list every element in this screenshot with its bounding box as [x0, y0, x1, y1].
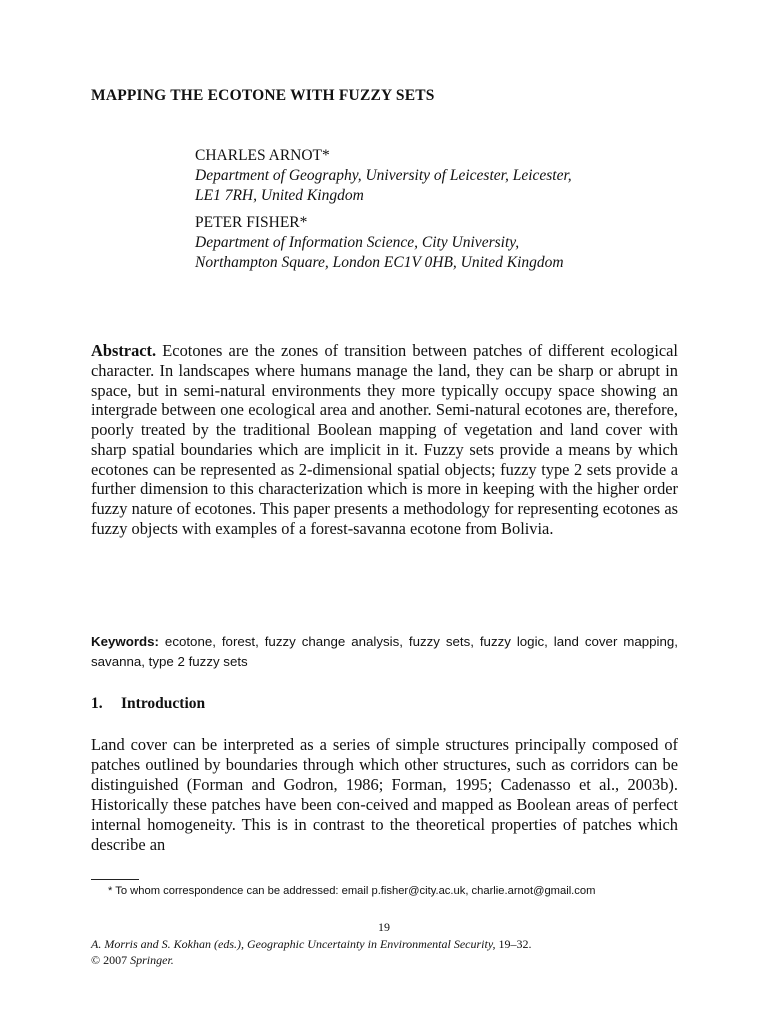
publisher: Springer. [130, 953, 174, 967]
section-heading [91, 695, 205, 713]
copyright: © 2007 [91, 953, 128, 967]
section-title: Introduction [121, 695, 206, 712]
footnote: * To whom correspondence can be addressed: email p.fisher@city.ac.uk, charlie.arnot@gmail.com [108, 885, 596, 897]
author-affiliation: Department of Geography, University of Leicester, Leicester, [195, 167, 572, 184]
citation-pages: 19–32. [498, 937, 532, 951]
keywords-text: ecotone, forest, fuzzy change analysis, fuzzy sets, fuzzy logic, land cover mapping, savanna, type 2 fuzzy sets [91, 634, 678, 669]
keywords [91, 632, 678, 672]
citation [91, 936, 691, 968]
copyright-line [91, 952, 691, 968]
page-number: 19 [378, 920, 390, 934]
author-list [195, 146, 695, 273]
keywords-label: Keywords: [91, 634, 159, 649]
abstract-label: Abstract. [91, 341, 157, 360]
citation-line [91, 936, 691, 952]
author-affiliation: LE1 7RH, United Kingdom [195, 187, 364, 204]
author-affiliation: Department of Information Science, City University, [195, 234, 520, 251]
author-block [195, 213, 695, 273]
author-name: PETER FISHER* [195, 214, 308, 231]
abstract-text: Ecotones are the zones of transition between patches of different ecological character. In landscapes where humans manage the land, they can be sharp or abrupt in space, but in semi-natural environments they more typically occupy space showing an intergrade between one ecological area and another. Semi-natural ecotones are, therefore, poorly treated by the traditional Boolean mapping of vegetation and land cover with sharp spatial boundaries which are implicit in it. Fuzzy sets provide a means by which ecotones can be represented as 2-dimensional spatial objects; fuzzy type 2 sets provide a further dimension to this characterization which is more in keeping with the higher order fuzzy nature of ecotones. This paper presents a methodology for representing ecotones as fuzzy objects with examples of a forest-savanna ecotone from Bolivia. [91, 341, 678, 538]
body-paragraph: Land cover can be interpreted as a series of simple structures principally composed of patches outlined by boundaries through which other structures, such as corridors can be distinguished (Forman and Godron, 1986; Forman, 1995; Cadenasso et al., 2003b). Historically these patches have been con-ceived and mapped as Boolean areas of perfect internal homogeneity. This is in contrast to the theoretical properties of patches which describe an [91, 735, 678, 854]
paper-title: MAPPING THE ECOTONE WITH FUZZY SETS [91, 87, 435, 104]
section-number: 1. [91, 695, 103, 712]
citation-editors: A. Morris and S. Kokhan (eds.), Geographic Uncertainty in Environmental Security, [91, 937, 496, 951]
author-name: CHARLES ARNOT* [195, 147, 330, 164]
author-block [195, 146, 695, 206]
footnote-divider [91, 879, 139, 880]
author-affiliation: Northampton Square, London EC1V 0HB, United Kingdom [195, 254, 564, 271]
abstract [91, 341, 678, 539]
